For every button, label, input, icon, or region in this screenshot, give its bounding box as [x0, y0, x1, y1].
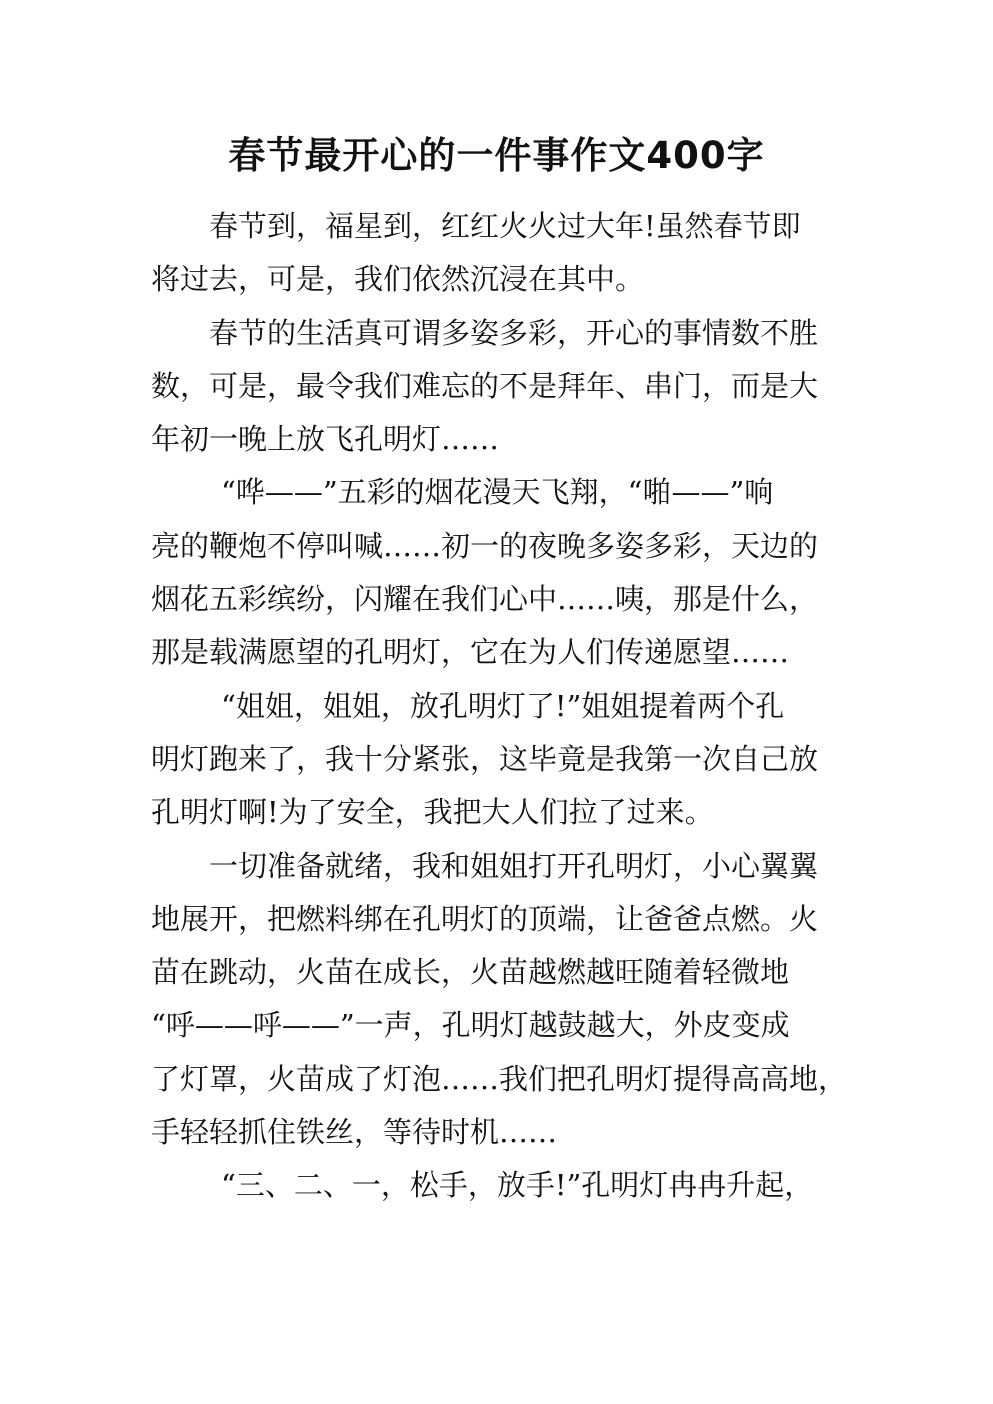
paragraph-5-line-2: 地展开，把燃料绑在孔明灯的顶端，让爸爸点燃。火 [151, 901, 819, 936]
paragraph-5-line-5: 了灯罩，火苗成了灯泡……我们把孔明灯提得高高地， [151, 1061, 848, 1096]
paragraph-2-line-1: 春节的生活真可谓多姿多彩，开心的事情数不胜 [209, 315, 819, 350]
paragraph-1-line-1: 春节到，福星到，红红火火过大年!虽然春节即 [209, 209, 801, 243]
paragraph-5-line-3: 苗在跳动，火苗在成长，火苗越燃越旺随着轻微地 [151, 955, 790, 990]
document-body [151, 200, 851, 1213]
paragraph-3-line-1: “哗——”五彩的烟花漫天飞翔，“啪——”响 [221, 475, 774, 510]
paragraph-4-line-2: 明灯跑来了，我十分紧张，这毕竟是我第一次自己放 [151, 741, 819, 776]
paragraph-5-line-6: 手轻轻抓住铁丝，等待时机…… [151, 1115, 558, 1150]
paragraph-3-line-4: 那是载满愿望的孔明灯，它在为人们传递愿望…… [151, 635, 790, 670]
paragraph-1-line-2: 将过去，可是，我们依然沉浸在其中。 [151, 262, 645, 297]
paragraph-2-line-2: 数，可是，最令我们难忘的不是拜年、串门，而是大 [151, 368, 819, 403]
paragraph-5-line-1: 一切准备就绪，我和姐姐打开孔明灯，小心翼翼 [209, 848, 819, 883]
paragraph-3-line-3: 烟花五彩缤纷，闪耀在我们心中……咦，那是什么， [151, 582, 819, 617]
paragraph-2-line-3: 年初一晚上放飞孔明灯…… [151, 422, 500, 457]
paragraph-5-line-4: “呼——呼——”一声，孔明灯越鼓越大，外皮变成 [151, 1008, 790, 1043]
document-title: 春节最开心的一件事作文400字 [228, 134, 765, 177]
paragraph-3-line-2: 亮的鞭炮不停叫喊……初一的夜晚多姿多彩，天边的 [151, 528, 819, 563]
paragraph-4-line-1: “姐姐，姐姐，放孔明灯了!”姐姐提着两个孔 [221, 688, 785, 723]
paragraph-6-line-1: “三、二、一，松手，放手!”孔明灯冉冉升起， [221, 1168, 814, 1203]
paragraph-4-line-3: 孔明灯啊!为了安全，我把大人们拉了过来。 [151, 795, 714, 830]
